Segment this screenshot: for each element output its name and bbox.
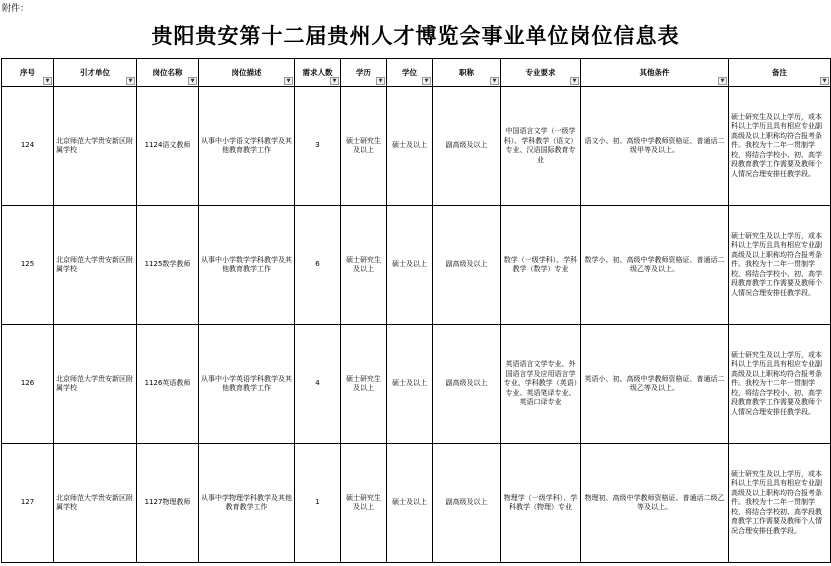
column-header-label: 需求人数 bbox=[302, 67, 333, 77]
attachment-label: 附件： bbox=[2, 4, 30, 14]
table-row bbox=[2, 206, 831, 325]
cell-title: 副高级及以上 bbox=[433, 87, 501, 206]
cell-count: 1 bbox=[295, 444, 341, 563]
column-header-desc bbox=[199, 59, 295, 87]
cell-no: 126 bbox=[2, 325, 54, 444]
page-title: 贵阳贵安第十二届贵州人才博览会事业单位岗位信息表 bbox=[151, 23, 680, 48]
cell-degree: 硕士及以上 bbox=[387, 87, 433, 206]
cell-desc: 从事中小学数学学科教学及其他教育教学工作 bbox=[199, 206, 295, 325]
filter-dropdown-icon[interactable]: ▼ bbox=[490, 77, 499, 85]
cell-major: 英语语言文学专业、外国语言学及应用语言学专业、学科教学（英语）专业、英语笔译专业、英语口译专业 bbox=[501, 325, 581, 444]
table-row bbox=[2, 325, 831, 444]
column-header-no bbox=[2, 59, 54, 87]
cell-note: 硕士研究生及以上学历，或本科以上学历且具有相应专业副高级及以上职称均符合报考条件。我校为十二年一贯制学校，将结合学校初、高学段教育教学工作需要及教师个人情况合理安排任教学段。 bbox=[729, 444, 831, 563]
cell-note: 硕士研究生及以上学历，或本科以上学历且具有相应专业副高级及以上职称均符合报考条件。我校为十二年一贯制学校，将结合学校小、初、高学段教育教学工作需要及教师个人情况合理安排任教学段。 bbox=[729, 206, 831, 325]
cell-major: 数学（一级学科）、学科教学（数学）专业 bbox=[501, 206, 581, 325]
column-header-label: 岗位名称 bbox=[152, 67, 183, 77]
column-header-other bbox=[581, 59, 729, 87]
cell-title: 副高级及以上 bbox=[433, 444, 501, 563]
column-header-label: 备注 bbox=[772, 67, 787, 77]
filter-dropdown-icon[interactable]: ▼ bbox=[43, 77, 52, 85]
table-row bbox=[2, 87, 831, 206]
cell-edu: 硕士研究生及以上 bbox=[341, 444, 387, 563]
column-header-title bbox=[433, 59, 501, 87]
cell-unit: 北京师范大学贵安新区附属学校 bbox=[54, 325, 137, 444]
cell-count: 6 bbox=[295, 206, 341, 325]
cell-degree: 硕士及以上 bbox=[387, 206, 433, 325]
cell-major: 物理学（一级学科）、学科教学（物理）专业 bbox=[501, 444, 581, 563]
column-header-unit bbox=[54, 59, 137, 87]
filter-dropdown-icon[interactable]: ▼ bbox=[376, 77, 385, 85]
cell-other: 物理初、高级中学教师资格证、普通话二级乙等及以上。 bbox=[581, 444, 729, 563]
cell-desc: 从事中学物理学科教学及其他教育教学工作 bbox=[199, 444, 295, 563]
cell-edu: 硕士研究生及以上 bbox=[341, 206, 387, 325]
column-header-edu bbox=[341, 59, 387, 87]
cell-note: 硕士研究生及以上学历，或本科以上学历且具有相应专业副高级及以上职称均符合报考条件。我校为十二年一贯制学校，将结合学校小、初、高学段教育教学工作需要及教师个人情况合理安排任教学段。 bbox=[729, 87, 831, 206]
column-header-label: 其他条件 bbox=[639, 67, 670, 77]
cell-post: 1124语文教师 bbox=[137, 87, 199, 206]
column-header-label: 职称 bbox=[459, 67, 474, 77]
cell-count: 3 bbox=[295, 87, 341, 206]
cell-post: 1127物理教师 bbox=[137, 444, 199, 563]
column-header-label: 序号 bbox=[20, 67, 35, 77]
cell-post: 1126英语教师 bbox=[137, 325, 199, 444]
cell-post: 1125数学教师 bbox=[137, 206, 199, 325]
column-header-label: 专业要求 bbox=[525, 67, 556, 77]
header-row bbox=[2, 59, 831, 87]
column-header-label: 学历 bbox=[356, 67, 371, 77]
cell-other: 语文小、初、高级中学教师资格证、普通话二级甲等及以上。 bbox=[581, 87, 729, 206]
table-body bbox=[2, 87, 831, 563]
cell-desc: 从事中小学英语学科教学及其他教育教学工作 bbox=[199, 325, 295, 444]
column-header-post bbox=[137, 59, 199, 87]
filter-dropdown-icon[interactable]: ▼ bbox=[284, 77, 293, 85]
cell-desc: 从事中小学语文学科教学及其他教育教学工作 bbox=[199, 87, 295, 206]
cell-title: 副高级及以上 bbox=[433, 325, 501, 444]
cell-unit: 北京师范大学贵安新区附属学校 bbox=[54, 87, 137, 206]
cell-other: 英语小、初、高级中学教师资格证、普通话二级乙等及以上。 bbox=[581, 325, 729, 444]
cell-edu: 硕士研究生及以上 bbox=[341, 325, 387, 444]
cell-degree: 硕士及以上 bbox=[387, 325, 433, 444]
cell-no: 127 bbox=[2, 444, 54, 563]
cell-no: 124 bbox=[2, 87, 54, 206]
filter-dropdown-icon[interactable]: ▼ bbox=[330, 77, 339, 85]
cell-edu: 硕士研究生及以上 bbox=[341, 87, 387, 206]
table-row bbox=[2, 444, 831, 563]
cell-title: 副高级及以上 bbox=[433, 206, 501, 325]
cell-unit: 北京师范大学贵安新区附属学校 bbox=[54, 206, 137, 325]
column-header-label: 引才单位 bbox=[80, 67, 110, 77]
column-header-label: 学位 bbox=[402, 67, 417, 77]
position-table bbox=[1, 58, 831, 563]
column-header-label: 岗位描述 bbox=[231, 67, 262, 77]
filter-dropdown-icon[interactable]: ▼ bbox=[570, 77, 579, 85]
filter-dropdown-icon[interactable]: ▼ bbox=[126, 77, 135, 85]
cell-no: 125 bbox=[2, 206, 54, 325]
filter-dropdown-icon[interactable]: ▼ bbox=[820, 77, 829, 85]
column-header-note bbox=[729, 59, 831, 87]
column-header-degree bbox=[387, 59, 433, 87]
cell-degree: 硕士及以上 bbox=[387, 444, 433, 563]
cell-major: 中国语言文学（一级学科）、学科教学（语文）专业、汉语国际教育专业 bbox=[501, 87, 581, 206]
cell-other: 数学小、初、高级中学教师资格证、普通话二级乙等及以上。 bbox=[581, 206, 729, 325]
column-header-major bbox=[501, 59, 581, 87]
cell-unit: 北京师范大学贵安新区附属学校 bbox=[54, 444, 137, 563]
cell-count: 4 bbox=[295, 325, 341, 444]
cell-note: 硕士研究生及以上学历，或本科以上学历且具有相应专业副高级及以上职称均符合报考条件。我校为十二年一贯制学校，将结合学校小、初、高学段教育教学工作需要及教师个人情况合理安排任教学段。 bbox=[729, 325, 831, 444]
filter-dropdown-icon[interactable]: ▼ bbox=[422, 77, 431, 85]
filter-dropdown-icon[interactable]: ▼ bbox=[188, 77, 197, 85]
column-header-count bbox=[295, 59, 341, 87]
filter-dropdown-icon[interactable]: ▼ bbox=[718, 77, 727, 85]
